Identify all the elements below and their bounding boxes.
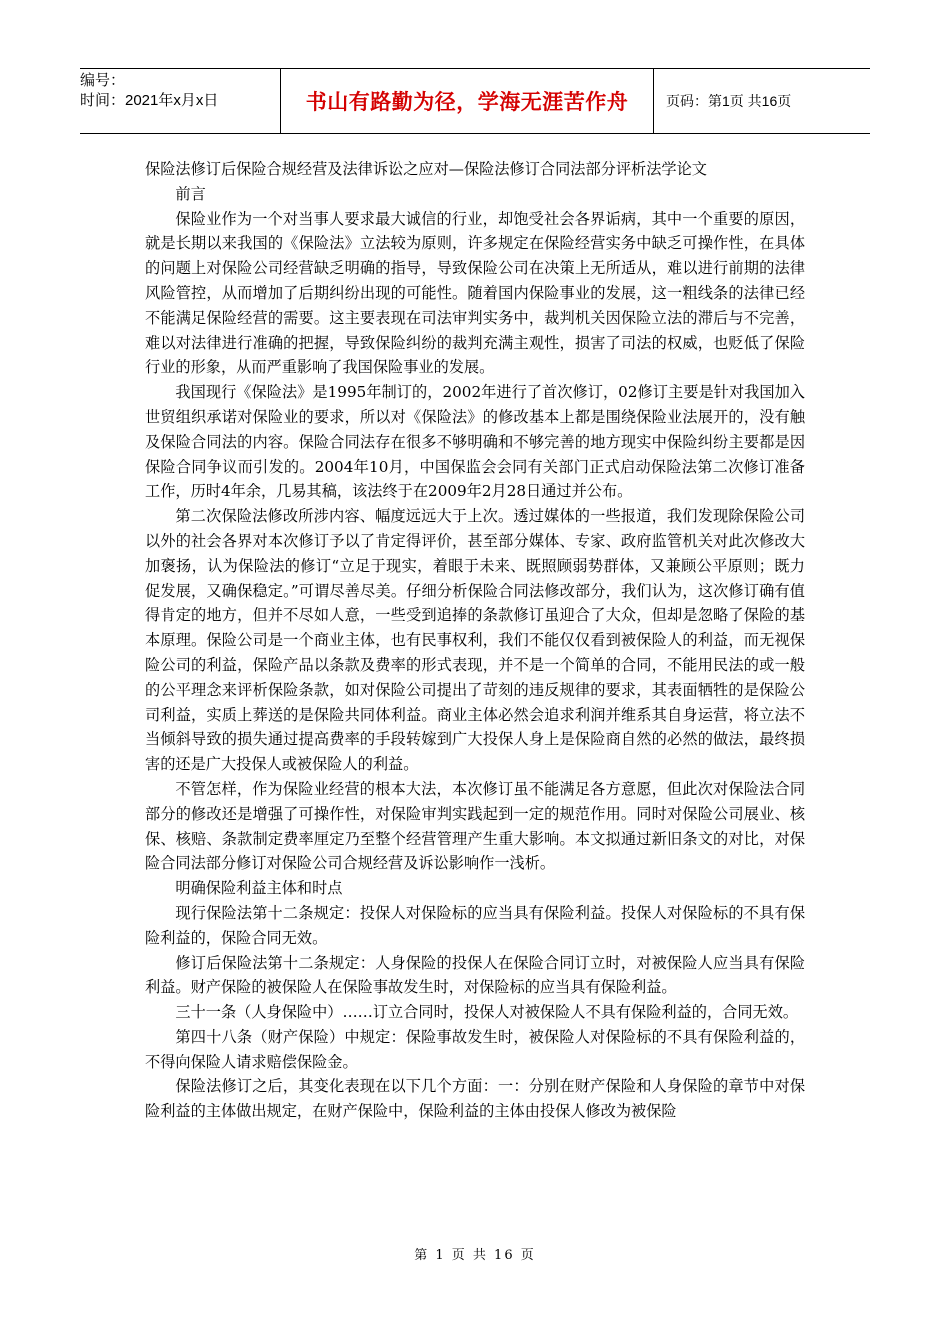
section-heading: 明确保险利益主体和时点 <box>175 879 343 898</box>
document-body <box>145 157 805 1124</box>
header-motto: 书山有路勤为径，学海无涯苦作舟 <box>280 69 654 133</box>
paragraph: 第二次保险法修改所涉内容、幅度远远大于上次。透过媒体的一些报道，我们发现除保险公司以外的社会各界对本次修订予以了肯定得评价，甚至部分媒体、专家、政府监管机关对此次修改大加褒扬，认为保险法的修订“立足于现实，着眼于未来、既照顾弱势群体，又兼顾公平原则；既力促发展，又确保稳定。”可谓尽善尽美。仔细分析保险合同法修改部分，我们认为，这次修订确有值得肯定的地方，但并不尽如人意，一些受到追捧的条款修订虽迎合了大众，但却是忽略了保险的基本原理。保险公司是一个商业主体，也有民事权利，我们不能仅仅看到被保险人的利益，而无视保险公司的利益，保险产品以条款及费率的形式表现，并不是一个简单的合同，不能用民法的或一般的公平理念来评析保险条款，如对保险公司提出了苛刻的违反规律的要求，其表面牺牲的是保险公司利益，实质上葬送的是保险共同体利益。商业主体必然会追求利润并维系其自身运营，将立法不当倾斜导致的损失通过提高费率的手段转嫁到广大投保人身上是保险商自然的必然的做法，最终损害的还是广大投保人或被保险人的利益。 <box>145 507 805 774</box>
paragraph: 第四十八条（财产保险）中规定：保险事故发生时，被保险人对保险标的不具有保险利益的，不得向保险人请求赔偿保险金。 <box>145 1027 805 1071</box>
paragraph: 修订后保险法第十二条规定：人身保险的投保人在保险合同订立时，对被保险人应当具有保险利益。财产保险的被保险人在保险事故发生时，对保险标的应当具有保险利益。 <box>145 953 805 997</box>
paragraph: 三十一条（人身保险中）……订立合同时，投保人对被保险人不具有保险利益的，合同无效。 <box>175 1003 799 1022</box>
document-title: 保险法修订后保险合规经营及法律诉讼之应对—保险法修订合同法部分评析法学论文 <box>145 160 707 178</box>
paragraph: 保险法修订之后，其变化表现在以下几个方面：一：分别在财产保险和人身保险的章节中对保险利益的主体做出规定，在财产保险中，保险利益的主体由投保人修改为被保险 <box>145 1077 805 1121</box>
paragraph: 现行保险法第十二条规定：投保人对保险标的应当具有保险利益。投保人对保险标的不具有保险利益的，保险合同无效。 <box>145 903 805 947</box>
section-heading: 前言 <box>175 184 206 203</box>
number-label: 编号： <box>80 72 126 89</box>
paragraph: 我国现行《保险法》是1995年制订的，2002年进行了首次修订，02修订主要是针对我国加入世贸组织承诺对保险业的要求，所以对《保险法》的修改基本上都是围绕保险业法展开的，没有触及保险合同法的内容。保险合同法存在很多不够明确和不够完善的地方现实中保险纠纷主要都是因保险合同争议而引发的。2004年10月，中国保监会会同有关部门正式启动保险法第二次修订准备工作，历时4年余，几易其稿，该法终于在2009年2月28日通过并公布。 <box>145 383 805 501</box>
paragraph: 保险业作为一个对当事人要求最大诚信的行业，却饱受社会各界诟病，其中一个重要的原因，就是长期以来我国的《保险法》立法较为原则，许多规定在保险经营实务中缺乏可操作性，在具体的问题上对保险公司经营缺乏明确的指导，导致保险公司在决策上无所适从，难以进行前期的法律风险管控，从而增加了后期纠纷出现的可能性。随着国内保险事业的发展，这一粗线条的法律已经不能满足保险经营的需要。这主要表现在司法审判实务中，裁判机关因保险立法的滞后与不完善，难以对法律进行准确的把握，导致保险纠纷的裁判充满主观性，损害了司法的权威，也贬低了保险行业的形象，从而严重影响了我国保险事业的发展。 <box>145 209 805 377</box>
time-label: 时间：2021年x月x日 <box>80 92 219 109</box>
header-page-info: 页码：第1页 共16页 <box>666 93 792 109</box>
page-header <box>80 68 870 134</box>
header-meta <box>80 69 280 133</box>
paragraph: 不管怎样，作为保险业经营的根本大法，本次修订虽不能满足各方意愿，但此次对保险法合同部分的修改还是增强了可操作性，对保险审判实践起到一定的规范作用。同时对保险公司展业、核保、核赔、条款制定费率厘定乃至整个经营管理产生重大影响。本文拟通过新旧条文的对比，对保险合同法部分修订对保险公司合规经营及诉讼影响作一浅析。 <box>145 779 805 873</box>
page-footer: 第 1 页 共 16 页 <box>414 1248 536 1263</box>
